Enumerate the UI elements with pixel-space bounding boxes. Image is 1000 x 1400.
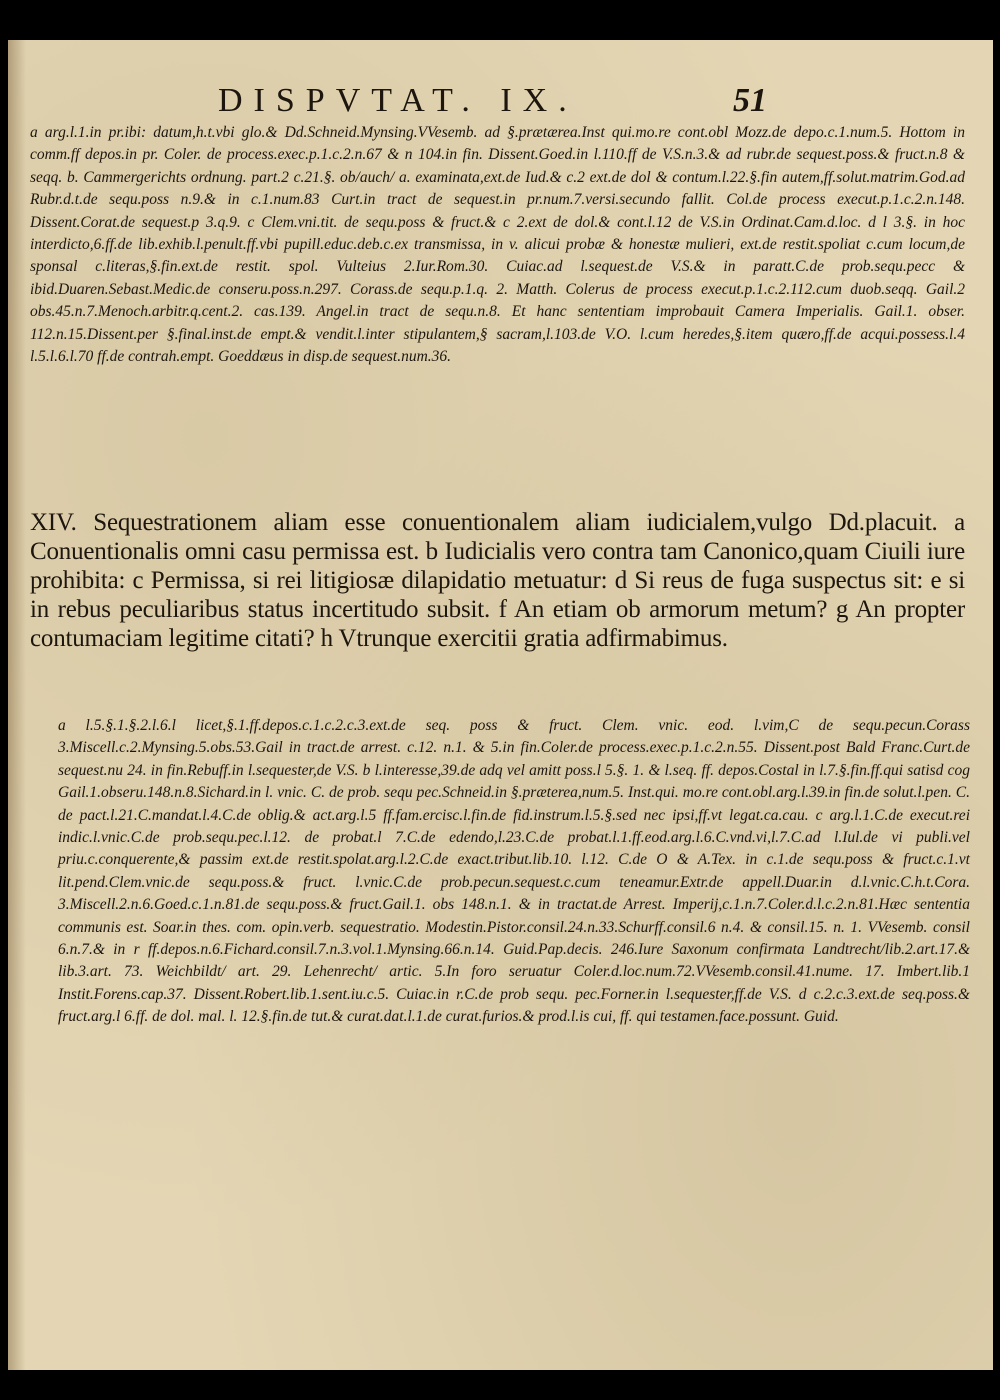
book-page: [8, 40, 993, 1370]
page-number: 51: [733, 82, 767, 119]
footnote-block-top: a arg.l.1.in pr.ibi: datum,h.t.vbi glo.& Dd.Schneid.Mynsing.VVesemb. ad §.prætærea.Inst qui.mo.re cont.obl Mozz.de depo.c.1.num.5. Hottom in comm.ff depos.in pr. Coler. de process.exec.p.1.c.2.n.67 & n 104.in fin. Dissent.Goed.in l.110.ff de V.S.n.3.& ad rubr.de sequest.poss.& fruct.n.8 & seqq. b. Cammergerichts ordnung. part.2 c.21.§. ob/auch/ a. examinata,ext.de Iud.& c.2 ext.de dol & contum.l.22.§.fin autem,ff.solut.matrim.God.ad Rubr.d.t.de sequ.poss n.9.& in c.1.num.83 Curt.in tract de sequest.in pr.num.7.versi.secundo fallit. Col.de process execut.p.1.c.2.n.148. Dissent.Corat.de sequest.p 3.q.9. c Clem.vni.tit. de sequ.poss & fruct.& c 2.ext de dol.& cont.l.12 de V.S.in Ordinat.Cam.d.loc. d l 3.§. in hoc interdicto,6.ff.de lib.exhib.l.penult.ff.vbi pupill.educ.deb.c.ex transmissa, in v. alicui probæ & honestæ mulieri, ext.de restit.spoliat c.cum locum,de sponsal c.literas,§.fin.ext.de restit. spol. Vulteius 2.Iur.Rom.30. Cuiac.ad l.sequest.de V.S.& in paratt.C.de prob.sequ.pecc & ibid.Duaren.Sebast.Medic.de conseru.poss.n.297. Corass.de sequ.p.1.q. 2. Matth. Colerus de process execut.p.1.c.2.112.cum duob.seqq. Gail.2 obs.45.n.7.Menoch.arbitr.q.cent.2. cas.139. Angel.in tract de sequ.n.8. Et hanc sententiam improbauit Camera Imperialis. Gail.1. obser. 112.n.15.Dissent.per §.final.inst.de empt.& vendit.l.inter stipulantem,§ sacram,l.103.de V.O. l.cum heredes,§.item quæro,ff.de acqui.possess.l.4 l.5.l.6.l.70 ff.de contrah.empt. Goeddæus in disp.de sequest.num.36.: [30, 124, 965, 366]
footnote-block-bottom: a l.5.§.1.§.2.l.6.l licet,§.1.ff.depos.c.1.c.2.c.3.ext.de seq. poss & fruct. Clem. vnic. eod. l.vim,C de sequ.pecun.Corass 3.Miscell.c.2.Mynsing.5.obs.53.Gail in tract.de arrest. c.12. n.1. & 5.in fin.Coler.de process.exec.p.1.c.2.n.55. Dissent.post Bald Franc.Curt.de sequest.nu 24. in fin.Rebuff.in l.sequester,de V.S. b l.interesse,39.de adq vel amitt poss.l 5.§. 1. & l.seq. ff. depos.Costal in l.7.§.fin.ff.qui satisd cog Gail.1.obseru.148.n.8.Sichard.in l. vnic. C. de prob. sequ pec.Schneid.in §.præterea,num.5. Inst.qui. mo.re cont.obl.arg.l.39.in fin.de solut.l.pen. C. de pact.l.21.C.mandat.l.4.C.de oblig.& act.arg.l.5 ff.fam.ercisc.l.fin.de fid.instrum.l.5.§.sed nec ipsi,ff.vt legat.ca.cau. c arg.l.1.C.de execut.rei indic.l.vnic.C.de prob.sequ.pec.l.12. de probat.l 7.C.de edendo,l.23.C.de probat.l.1.ff.eod.arg.l.6.C.vnd.vi,l.7.C.ad l.Iul.de vi publi.vel priu.c.conquerente,& passim ext.de restit.spolat.arg.l.2.C.de exact.tribut.lib.10. l.12. C.de O & A.Tex. in c.1.de sequ.poss & fruct.c.1.vt lit.pend.Clem.vnic.de sequ.poss.& fruct. l.vnic.C.de prob.pecun.sequest.c.cum teneamur.Extr.de appell.Duar.in d.l.vnic.C.h.t.Cora. 3.Miscell.2.n.6.Goed.c.1.n.81.de sequ.poss.& fruct.Gail.1. obs 148.n.1. & in tractat.de Arrest. Imperij,c.1.n.7.Coler.d.l.c.2.n.81.Hæc sententia communis est. Soar.in thes. com. opin.verb. sequestratio. Modestin.Pistor.consil.24.n.33.Schurff.consil.6 n.4. & consil.15. n. 1. VVesemb. consil 6.n.7.& in r ff.depos.n.6.Fichard.consil.7.n.3.vol.1.Mynsing.66.n.14. Guid.Pap.decis. 246.Iure Saxonum confirmata Landtrecht/lib.2.art.17.& lib.3.art. 73. Weichbildt/ art. 29. Lehenrecht/ artic. 5.In foro seruatur Coler.d.loc.num.72.VVesemb.consil.41.nume. 17. Imbert.lib.1 Instit.Forens.cap.37. Dissent.Robert.lib.1.sent.iu.c.5. Cuiac.in r.C.de prob sequ. pec.Forner.in l.sequester,ff.de V.S. d c.2.c.3.ext.de seq.poss.& fruct.arg.l 6.ff. de dol. mal. l. 12.§.fin.de tut.& curat.dat.l.1.de curat.furios.& prod.l.is cui, ff. qui testamen.face.possunt. Guid.: [58, 717, 970, 1026]
thesis-paragraph: [30, 508, 965, 653]
footnotes-bottom: [58, 715, 970, 1029]
running-title: DISPVTAT. IX.: [218, 82, 578, 119]
thesis-text: XIV. Sequestrationem aliam esse conuentionalem aliam iudicialem,vulgo Dd.placuit. a Conuentionalis omni casu permissa est. b Iudicialis vero contra tam Canonico,quam Ciuili iure prohibita: c Permissa, si rei litigiosæ dilapidatio metuatur: d Si reus de fuga suspectus sit: e si in rebus peculiaribus status incertitudo subsit. f An etiam ob armorum metum? g An propter contumaciam legitime citati? h Vtrunque exercitii gratia adfirmabimus.: [30, 509, 965, 652]
footnotes-top: [30, 122, 965, 368]
